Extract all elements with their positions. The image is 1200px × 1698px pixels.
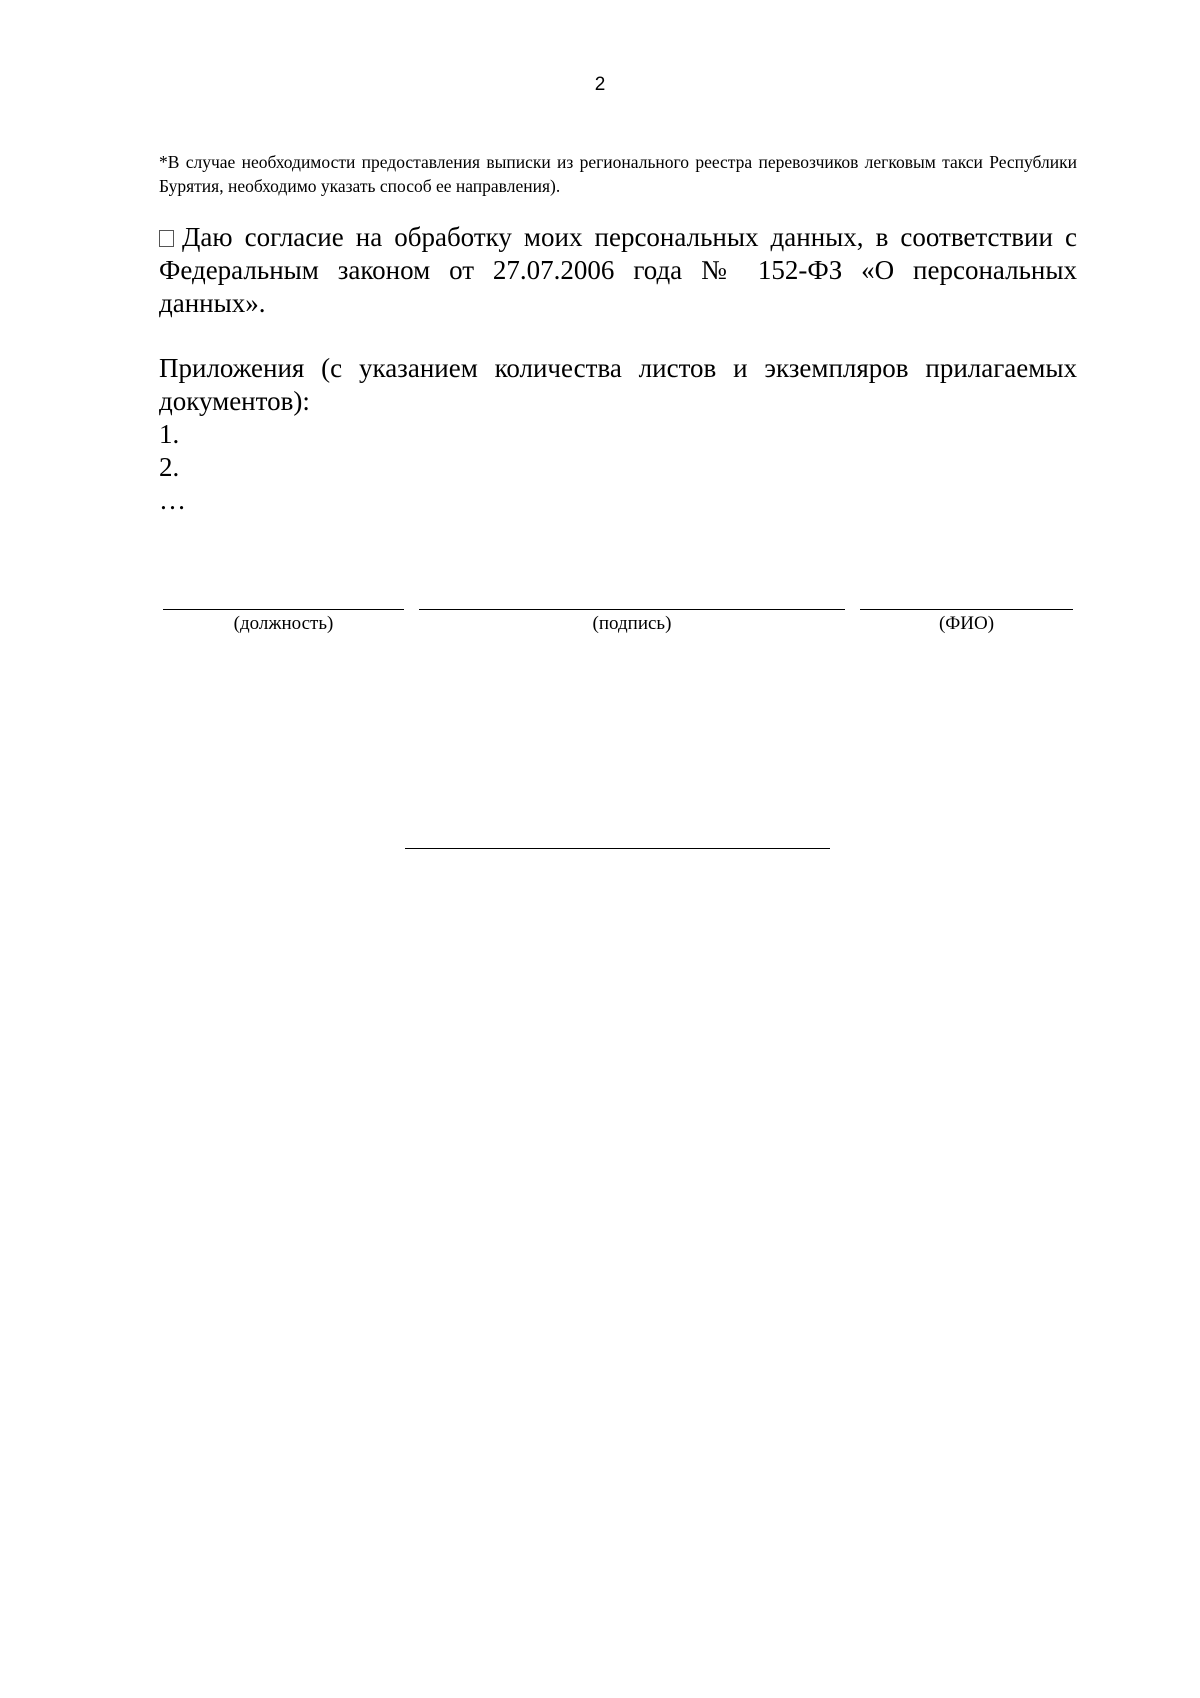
signature-line [419, 609, 845, 610]
attachments-section [159, 352, 1077, 517]
page-number: 2 [594, 74, 606, 95]
name-label: (ФИО) [938, 613, 995, 634]
attachment-item: … [159, 485, 186, 515]
attachments-heading: Приложения (с указанием количества листов и экземпляров прилагаемых документов): [159, 353, 1077, 416]
consent-checkbox-icon[interactable] [159, 230, 174, 247]
footnote: *В случае необходимости предоставления выписки из регионального реестра перевозчиков легковым такси Республики Бурятия, необходимо указать способ ее направления). [159, 152, 1077, 196]
attachment-item: 2. [159, 452, 180, 482]
name-line [860, 609, 1073, 610]
signature-label: (подпись) [592, 613, 672, 634]
attachment-item: 1. [159, 419, 180, 449]
consent-paragraph [159, 221, 1077, 320]
position-line [163, 609, 404, 610]
bottom-divider-line [405, 848, 830, 849]
position-label: (должность) [233, 613, 334, 634]
consent-text: Даю согласие на обработку моих персональных данных, в соответствии с Федеральным законом от 27.07.2006 года № 152-ФЗ «О персональных данных». [159, 222, 1077, 318]
